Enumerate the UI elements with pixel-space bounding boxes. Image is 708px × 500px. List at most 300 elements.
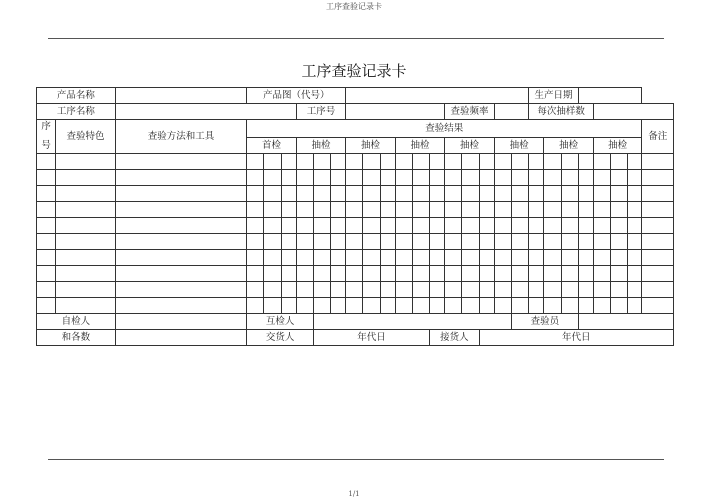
entry-cell[interactable] <box>479 154 494 170</box>
entry-cell[interactable] <box>281 170 296 186</box>
entry-cell[interactable] <box>37 218 56 234</box>
entry-cell[interactable] <box>578 170 593 186</box>
entry-cell[interactable] <box>264 298 281 314</box>
entry-cell[interactable] <box>264 186 281 202</box>
entry-cell[interactable] <box>611 282 628 298</box>
entry-cell[interactable] <box>628 186 642 202</box>
entry-cell[interactable] <box>56 234 116 250</box>
entry-cell[interactable] <box>462 266 479 282</box>
entry-cell[interactable] <box>281 282 296 298</box>
entry-cell[interactable] <box>412 234 429 250</box>
entry-cell[interactable] <box>380 202 395 218</box>
entry-cell[interactable] <box>380 170 395 186</box>
inspector-value[interactable] <box>578 314 673 330</box>
entry-cell[interactable] <box>56 282 116 298</box>
entry-cell[interactable] <box>37 186 56 202</box>
entry-cell[interactable] <box>593 250 610 266</box>
entry-cell[interactable] <box>37 250 56 266</box>
entry-cell[interactable] <box>313 234 330 250</box>
entry-cell[interactable] <box>380 282 395 298</box>
entry-cell[interactable] <box>346 298 363 314</box>
entry-cell[interactable] <box>395 170 412 186</box>
entry-cell[interactable] <box>363 250 380 266</box>
entry-cell[interactable] <box>331 202 346 218</box>
entry-cell[interactable] <box>331 266 346 282</box>
entry-cell[interactable] <box>247 282 264 298</box>
entry-cell[interactable] <box>593 154 610 170</box>
entry-cell[interactable] <box>628 250 642 266</box>
entry-cell[interactable] <box>544 282 561 298</box>
entry-cell[interactable] <box>363 298 380 314</box>
entry-cell[interactable] <box>479 266 494 282</box>
entry-cell[interactable] <box>578 218 593 234</box>
entry-cell[interactable] <box>363 218 380 234</box>
entry-cell[interactable] <box>494 234 511 250</box>
entry-cell[interactable] <box>56 154 116 170</box>
entry-cell[interactable] <box>37 266 56 282</box>
entry-cell[interactable] <box>511 266 528 282</box>
entry-cell[interactable] <box>511 202 528 218</box>
entry-cell[interactable] <box>511 250 528 266</box>
process-no-value[interactable] <box>346 104 445 120</box>
entry-cell[interactable] <box>346 170 363 186</box>
entry-cell[interactable] <box>642 266 674 282</box>
entry-cell[interactable] <box>346 282 363 298</box>
sample-check-header-7: 抽检 <box>593 138 641 154</box>
entry-cell[interactable] <box>494 186 511 202</box>
entry-cell[interactable] <box>561 298 578 314</box>
entry-cell[interactable] <box>363 202 380 218</box>
entry-cell[interactable] <box>56 186 116 202</box>
entry-cell[interactable] <box>544 218 561 234</box>
entry-cell[interactable] <box>578 298 593 314</box>
entry-cell[interactable] <box>642 186 674 202</box>
entry-cell[interactable] <box>445 234 462 250</box>
entry-cell[interactable] <box>628 282 642 298</box>
entry-cell[interactable] <box>445 186 462 202</box>
entry-cell[interactable] <box>380 234 395 250</box>
entry-cell[interactable] <box>281 202 296 218</box>
entry-cell[interactable] <box>642 202 674 218</box>
entry-cell[interactable] <box>544 154 561 170</box>
entry-cell[interactable] <box>247 202 264 218</box>
entry-cell[interactable] <box>346 202 363 218</box>
entry-cell[interactable] <box>115 250 246 266</box>
entry-cell[interactable] <box>313 170 330 186</box>
entry-cell[interactable] <box>346 154 363 170</box>
entry-cell[interactable] <box>430 282 445 298</box>
entry-cell[interactable] <box>593 298 610 314</box>
entry-cell[interactable] <box>430 154 445 170</box>
entry-cell[interactable] <box>56 170 116 186</box>
data-rows <box>37 154 674 314</box>
entry-cell[interactable] <box>462 218 479 234</box>
entry-cell[interactable] <box>296 266 313 282</box>
entry-cell[interactable] <box>445 218 462 234</box>
entry-cell[interactable] <box>56 298 116 314</box>
entry-cell[interactable] <box>445 250 462 266</box>
entry-cell[interactable] <box>628 154 642 170</box>
entry-cell[interactable] <box>380 218 395 234</box>
entry-cell[interactable] <box>115 154 246 170</box>
entry-cell[interactable] <box>115 234 246 250</box>
page-number: 1/1 <box>348 490 360 498</box>
receive-date[interactable]: 年代日 <box>479 330 673 346</box>
entry-cell[interactable] <box>561 282 578 298</box>
entry-cell[interactable] <box>544 250 561 266</box>
entry-cell[interactable] <box>593 234 610 250</box>
entry-cell[interactable] <box>544 170 561 186</box>
entry-cell[interactable] <box>56 266 116 282</box>
entry-cell[interactable] <box>529 170 544 186</box>
entry-cell[interactable] <box>494 266 511 282</box>
entry-cell[interactable] <box>511 234 528 250</box>
entry-cell[interactable] <box>281 154 296 170</box>
entry-cell[interactable] <box>561 266 578 282</box>
entry-cell[interactable] <box>247 234 264 250</box>
entry-cell[interactable] <box>529 282 544 298</box>
entry-cell[interactable] <box>363 170 380 186</box>
entry-cell[interactable] <box>544 202 561 218</box>
entry-cell[interactable] <box>578 186 593 202</box>
entry-cell[interactable] <box>462 250 479 266</box>
entry-cell[interactable] <box>313 298 330 314</box>
entry-cell[interactable] <box>462 298 479 314</box>
entry-cell[interactable] <box>247 298 264 314</box>
entry-cell[interactable] <box>395 218 412 234</box>
entry-cell[interactable] <box>412 186 429 202</box>
entry-cell[interactable] <box>561 250 578 266</box>
entry-cell[interactable] <box>511 186 528 202</box>
entry-cell[interactable] <box>346 186 363 202</box>
entry-cell[interactable] <box>281 298 296 314</box>
entry-cell[interactable] <box>412 266 429 282</box>
sample-count-value[interactable] <box>593 104 673 120</box>
entry-cell[interactable] <box>56 250 116 266</box>
entry-cell[interactable] <box>296 250 313 266</box>
entry-cell[interactable] <box>380 250 395 266</box>
entry-cell[interactable] <box>380 186 395 202</box>
entry-cell[interactable] <box>115 202 246 218</box>
entry-cell[interactable] <box>611 154 628 170</box>
entry-cell[interactable] <box>529 186 544 202</box>
entry-cell[interactable] <box>331 298 346 314</box>
entry-cell[interactable] <box>561 186 578 202</box>
entry-cell[interactable] <box>247 186 264 202</box>
entry-cell[interactable] <box>331 234 346 250</box>
entry-cell[interactable] <box>281 218 296 234</box>
entry-cell[interactable] <box>412 250 429 266</box>
entry-cell[interactable] <box>462 186 479 202</box>
entry-cell[interactable] <box>281 186 296 202</box>
product-drawing-value[interactable] <box>346 88 529 104</box>
entry-cell[interactable] <box>529 234 544 250</box>
entry-cell[interactable] <box>642 218 674 234</box>
entry-cell[interactable] <box>296 202 313 218</box>
entry-cell[interactable] <box>264 154 281 170</box>
entry-cell[interactable] <box>37 282 56 298</box>
entry-cell[interactable] <box>313 154 330 170</box>
entry-cell[interactable] <box>611 298 628 314</box>
entry-cell[interactable] <box>544 266 561 282</box>
entry-cell[interactable] <box>529 154 544 170</box>
entry-cell[interactable] <box>37 234 56 250</box>
entry-cell[interactable] <box>395 250 412 266</box>
entry-cell[interactable] <box>561 202 578 218</box>
entry-cell[interactable] <box>296 218 313 234</box>
entry-cell[interactable] <box>430 250 445 266</box>
entry-cell[interactable] <box>561 218 578 234</box>
entry-cell[interactable] <box>593 282 610 298</box>
entry-cell[interactable] <box>264 202 281 218</box>
entry-cell[interactable] <box>544 298 561 314</box>
entry-cell[interactable] <box>430 218 445 234</box>
entry-cell[interactable] <box>494 282 511 298</box>
entry-cell[interactable] <box>642 298 674 314</box>
entry-cell[interactable] <box>479 170 494 186</box>
entry-cell[interactable] <box>529 218 544 234</box>
entry-cell[interactable] <box>56 202 116 218</box>
entry-cell[interactable] <box>479 298 494 314</box>
entry-cell[interactable] <box>462 154 479 170</box>
entry-cell[interactable] <box>628 298 642 314</box>
entry-cell[interactable] <box>544 234 561 250</box>
entry-cell[interactable] <box>462 202 479 218</box>
entry-cell[interactable] <box>313 186 330 202</box>
entry-cell[interactable] <box>494 218 511 234</box>
entry-cell[interactable] <box>494 250 511 266</box>
entry-cell[interactable] <box>247 266 264 282</box>
entry-cell[interactable] <box>331 218 346 234</box>
entry-cell[interactable] <box>642 234 674 250</box>
entry-cell[interactable] <box>529 250 544 266</box>
inspection-frequency-value[interactable] <box>494 104 528 120</box>
entry-cell[interactable] <box>462 282 479 298</box>
entry-cell[interactable] <box>346 250 363 266</box>
entry-cell[interactable] <box>115 266 246 282</box>
entry-cell[interactable] <box>346 218 363 234</box>
entry-cell[interactable] <box>445 202 462 218</box>
page-header: 工序查验记录卡 <box>326 2 382 11</box>
entry-cell[interactable] <box>479 234 494 250</box>
entry-cell[interactable] <box>346 266 363 282</box>
production-date-value[interactable] <box>578 88 642 104</box>
entry-cell[interactable] <box>331 170 346 186</box>
entry-cell[interactable] <box>479 202 494 218</box>
entry-cell[interactable] <box>628 170 642 186</box>
entry-cell[interactable] <box>511 298 528 314</box>
entry-cell[interactable] <box>430 170 445 186</box>
entry-cell[interactable] <box>380 298 395 314</box>
entry-cell[interactable] <box>115 218 246 234</box>
entry-cell[interactable] <box>264 234 281 250</box>
entry-cell[interactable] <box>412 202 429 218</box>
entry-cell[interactable] <box>578 250 593 266</box>
entry-cell[interactable] <box>412 298 429 314</box>
entry-cell[interactable] <box>611 170 628 186</box>
entry-cell[interactable] <box>593 186 610 202</box>
entry-cell[interactable] <box>296 234 313 250</box>
deliver-date[interactable]: 年代日 <box>313 330 429 346</box>
entry-cell[interactable] <box>296 282 313 298</box>
entry-cell[interactable] <box>247 154 264 170</box>
entry-cell[interactable] <box>611 202 628 218</box>
entry-cell[interactable] <box>313 282 330 298</box>
entry-cell[interactable] <box>642 282 674 298</box>
entry-cell[interactable] <box>395 186 412 202</box>
entry-cell[interactable] <box>380 154 395 170</box>
entry-cell[interactable] <box>529 298 544 314</box>
entry-cell[interactable] <box>247 218 264 234</box>
entry-cell[interactable] <box>494 298 511 314</box>
entry-cell[interactable] <box>462 170 479 186</box>
entry-cell[interactable] <box>331 186 346 202</box>
entry-cell[interactable] <box>313 202 330 218</box>
entry-cell[interactable] <box>430 202 445 218</box>
entry-cell[interactable] <box>479 282 494 298</box>
entry-cell[interactable] <box>115 298 246 314</box>
entry-cell[interactable] <box>247 170 264 186</box>
entry-cell[interactable] <box>628 234 642 250</box>
entry-cell[interactable] <box>247 250 264 266</box>
entry-cell[interactable] <box>494 170 511 186</box>
entry-cell[interactable] <box>281 266 296 282</box>
entry-cell[interactable] <box>578 282 593 298</box>
entry-cell[interactable] <box>363 266 380 282</box>
entry-cell[interactable] <box>264 282 281 298</box>
entry-cell[interactable] <box>593 202 610 218</box>
entry-cell[interactable] <box>296 170 313 186</box>
entry-cell[interactable] <box>395 234 412 250</box>
entry-cell[interactable] <box>37 154 56 170</box>
entry-cell[interactable] <box>445 266 462 282</box>
entry-cell[interactable] <box>264 218 281 234</box>
entry-cell[interactable] <box>395 298 412 314</box>
entry-cell[interactable] <box>281 250 296 266</box>
entry-cell[interactable] <box>264 266 281 282</box>
entry-cell[interactable] <box>430 298 445 314</box>
entry-cell[interactable] <box>479 250 494 266</box>
entry-cell[interactable] <box>115 282 246 298</box>
entry-cell[interactable] <box>494 202 511 218</box>
entry-cell[interactable] <box>331 282 346 298</box>
self-inspector-value[interactable] <box>115 314 246 330</box>
entry-cell[interactable] <box>412 282 429 298</box>
entry-cell[interactable] <box>611 234 628 250</box>
entry-cell[interactable] <box>578 154 593 170</box>
entry-cell[interactable] <box>395 154 412 170</box>
entry-cell[interactable] <box>561 234 578 250</box>
entry-cell[interactable] <box>331 250 346 266</box>
entry-cell[interactable] <box>380 266 395 282</box>
entry-cell[interactable] <box>296 186 313 202</box>
entry-cell[interactable] <box>264 170 281 186</box>
entry-cell[interactable] <box>363 234 380 250</box>
process-name-value[interactable] <box>115 104 296 120</box>
entry-cell[interactable] <box>37 202 56 218</box>
entry-cell[interactable] <box>445 282 462 298</box>
entry-cell[interactable] <box>611 186 628 202</box>
entry-cell[interactable] <box>412 154 429 170</box>
entry-cell[interactable] <box>346 234 363 250</box>
entry-cell[interactable] <box>363 282 380 298</box>
entry-cell[interactable] <box>593 266 610 282</box>
entry-cell[interactable] <box>115 186 246 202</box>
entry-cell[interactable] <box>529 202 544 218</box>
entry-cell[interactable] <box>313 250 330 266</box>
entry-cell[interactable] <box>593 170 610 186</box>
entry-cell[interactable] <box>313 266 330 282</box>
entry-cell[interactable] <box>511 170 528 186</box>
entry-cell[interactable] <box>479 186 494 202</box>
entry-cell[interactable] <box>578 202 593 218</box>
entry-cell[interactable] <box>561 170 578 186</box>
entry-cell[interactable] <box>628 218 642 234</box>
entry-cell[interactable] <box>611 266 628 282</box>
entry-cell[interactable] <box>529 266 544 282</box>
entry-cell[interactable] <box>611 218 628 234</box>
entry-cell[interactable] <box>494 154 511 170</box>
entry-cell[interactable] <box>445 298 462 314</box>
entry-cell[interactable] <box>296 298 313 314</box>
entry-cell[interactable] <box>363 186 380 202</box>
product-name-value[interactable] <box>115 88 246 104</box>
entry-cell[interactable] <box>479 218 494 234</box>
entry-cell[interactable] <box>628 266 642 282</box>
entry-cell[interactable] <box>642 250 674 266</box>
entry-cell[interactable] <box>37 170 56 186</box>
entry-cell[interactable] <box>511 282 528 298</box>
entry-cell[interactable] <box>281 234 296 250</box>
table-row <box>37 282 674 298</box>
entry-cell[interactable] <box>544 186 561 202</box>
entry-cell[interactable] <box>331 154 346 170</box>
entry-cell[interactable] <box>412 218 429 234</box>
entry-cell[interactable] <box>642 170 674 186</box>
total-value[interactable] <box>115 330 246 346</box>
entry-cell[interactable] <box>445 154 462 170</box>
entry-cell[interactable] <box>511 154 528 170</box>
entry-cell[interactable] <box>578 266 593 282</box>
entry-cell[interactable] <box>363 154 380 170</box>
entry-cell[interactable] <box>462 234 479 250</box>
entry-cell[interactable] <box>395 202 412 218</box>
entry-cell[interactable] <box>430 186 445 202</box>
entry-cell[interactable] <box>628 202 642 218</box>
entry-cell[interactable] <box>430 234 445 250</box>
entry-cell[interactable] <box>430 266 445 282</box>
entry-cell[interactable] <box>511 218 528 234</box>
entry-cell[interactable] <box>642 154 674 170</box>
entry-cell[interactable] <box>593 218 610 234</box>
entry-cell[interactable] <box>395 266 412 282</box>
entry-cell[interactable] <box>56 218 116 234</box>
table-row <box>37 186 674 202</box>
entry-cell[interactable] <box>561 154 578 170</box>
mutual-inspector-value[interactable] <box>313 314 511 330</box>
entry-cell[interactable] <box>445 170 462 186</box>
entry-cell[interactable] <box>296 154 313 170</box>
entry-cell[interactable] <box>395 282 412 298</box>
entry-cell[interactable] <box>37 298 56 314</box>
entry-cell[interactable] <box>412 170 429 186</box>
entry-cell[interactable] <box>313 218 330 234</box>
signature-row-1 <box>37 314 674 330</box>
entry-cell[interactable] <box>578 234 593 250</box>
entry-cell[interactable] <box>115 170 246 186</box>
entry-cell[interactable] <box>264 250 281 266</box>
entry-cell[interactable] <box>611 250 628 266</box>
